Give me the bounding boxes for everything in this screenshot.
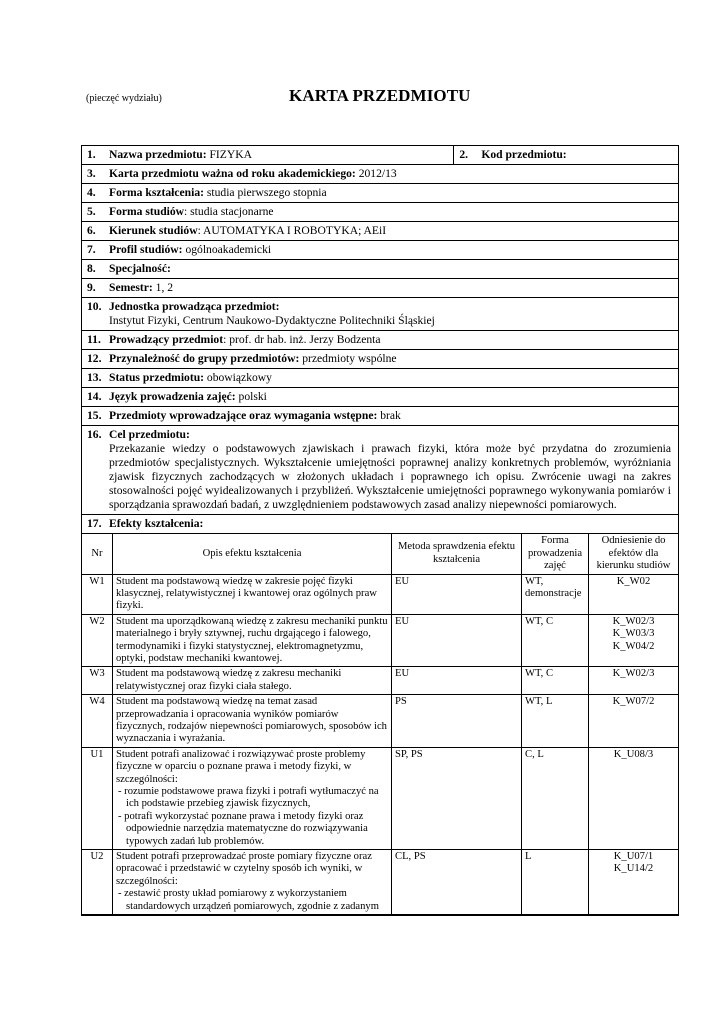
teaching-form: WT, L <box>522 695 589 748</box>
program-reference <box>589 747 679 849</box>
field-study-form: 5. Forma studiów: studia stacjonarne <box>82 203 679 222</box>
field-course-status: 13. Status przedmiotu: obowiązkowy <box>82 369 679 388</box>
outcome-number: W3 <box>82 667 113 695</box>
field-teaching-unit: 10. Jednostka prowadząca przedmiot: Instytut Fizyki, Centrum Naukowo-Dydaktyczne Politechniki Śląskiej <box>82 298 679 331</box>
outcome-description-line: Student ma podstawową wiedzę z zakresu mechaniki relatywistycznej oraz fizyki ciała stałego. <box>116 668 342 692</box>
outcome-number: W2 <box>82 614 113 667</box>
outcome-description-line: Student ma podstawową wiedzę w zakresie pojęć fizyki klasycznej, relatywistycznej i kwantowej oraz ogólnych praw fizyki. <box>116 575 377 612</box>
field-course-code: 2. Kod przedmiotu: <box>454 146 679 165</box>
program-reference <box>589 614 679 667</box>
field-lecturer: 11. Prowadzący przedmiot: prof. dr hab. inż. Jerzy Bodzenta <box>82 331 679 350</box>
header-program-reference: Odniesienie do efektów dla kierunku studiów <box>589 534 679 574</box>
teaching-form: C, L <box>522 747 589 849</box>
outcome-description <box>113 667 392 695</box>
header-nr: Nr <box>82 534 113 574</box>
table-row <box>82 747 678 849</box>
outcome-number: U2 <box>82 850 113 915</box>
program-reference-code: K_W02 <box>616 575 651 587</box>
field-prerequisites: 15. Przedmioty wprowadzające oraz wymagania wstępne: brak <box>82 407 679 426</box>
program-reference-code: K_W03/3 <box>612 628 655 640</box>
program-reference-code: K_U08/3 <box>613 748 654 760</box>
field-semester: 9. Semestr: 1, 2 <box>82 279 679 298</box>
outcome-description-line: - rozumie podstawowe prawa fizyki i potrafi wytłumaczyć na ich podstawie przebieg zjawisk fizycznych, <box>118 786 379 810</box>
outcome-description <box>113 850 392 915</box>
field-field-of-study: 6. Kierunek studiów: AUTOMATYKA I ROBOTYKA; AEiI <box>82 222 679 241</box>
outcome-description <box>113 747 392 849</box>
verification-method: EU <box>392 574 522 614</box>
field-valid-year: 3. Karta przedmiotu ważna od roku akademickiego: 2012/13 <box>82 165 679 184</box>
verification-method: SP, PS <box>392 747 522 849</box>
header-description: Opis efektu kształcenia <box>113 534 392 574</box>
field-specialty: 8. Specjalność: <box>82 260 679 279</box>
program-reference <box>589 850 679 915</box>
outcome-number: W4 <box>82 695 113 748</box>
program-reference <box>589 667 679 695</box>
program-reference-code: K_W02/3 <box>612 615 655 627</box>
program-reference-code: K_W02/3 <box>612 668 655 680</box>
table-row <box>82 695 678 748</box>
field-education-form: 4. Forma kształcenia: studia pierwszego stopnia <box>82 184 679 203</box>
program-reference-code: K_U07/1 <box>613 851 654 863</box>
course-card-table <box>81 145 679 916</box>
field-learning-outcomes: 17. Efekty kształcenia: <box>82 515 679 534</box>
outcome-description <box>113 695 392 748</box>
outcome-description-line: Student ma uporządkowaną wiedzę z zakresu mechaniki punktu materialnego i bryły sztywnej, ruchu drgającego i falowego, termodynamiki i fizyki statystycznej, elektromagnetyzmu, optyki, podstaw mechaniki kwantowej. <box>116 615 388 664</box>
outcome-description <box>113 574 392 614</box>
teaching-form: WT, demonstracje <box>522 574 589 614</box>
table-row <box>82 574 678 614</box>
outcome-description-line: Student potrafi analizować i rozwiązywać proste problemy fizyczne w oparciu o poznane prawa i metody fizyki, w szczególności: <box>116 748 366 785</box>
outcome-description-line: Student ma podstawową wiedzę na temat zasad przeprowadzania i opracowania wyników pomiarów fizycznych, rodzajów niepewności pomiarowych, sposobów ich wyznaczania i wyrażania. <box>116 696 387 745</box>
program-reference-code: K_U14/2 <box>613 863 654 875</box>
verification-method: EU <box>392 614 522 667</box>
field-course-group: 12. Przynależność do grupy przedmiotów: przedmioty wspólne <box>82 350 679 369</box>
field-language: 14. Język prowadzenia zajęć: polski <box>82 388 679 407</box>
program-reference-code: K_W04/2 <box>612 640 655 652</box>
field-course-name: 1. Nazwa przedmiotu: FIZYKA <box>82 146 454 165</box>
table-row <box>82 614 678 667</box>
field-study-profile: 7. Profil studiów: ogólnoakademicki <box>82 241 679 260</box>
table-row <box>82 850 678 915</box>
verification-method: EU <box>392 667 522 695</box>
teaching-form: WT, C <box>522 614 589 667</box>
verification-method: PS <box>392 695 522 748</box>
document-title: KARTA PRZEDMIOTU <box>289 86 471 105</box>
program-reference <box>589 695 679 748</box>
header-verification-method: Metoda sprawdzenia efektu kształcenia <box>392 534 522 574</box>
outcome-description <box>113 614 392 667</box>
outcome-number: U1 <box>82 747 113 849</box>
teaching-form: WT, C <box>522 667 589 695</box>
header-teaching-form: Forma prowadzenia zajęć <box>522 534 589 574</box>
field-course-objective: 16. Cel przedmiotu: Przekazanie wiedzy o podstawowych zjawiskach i prawach fizyki, która może być przydatna do zrozumienia przedmiotów specjalistycznych. Wykształcenie umiejętności poprawnej analizy konkretnych problemów, wyróżniania zjawisk fizycznych zachodzących w złożonych układach i poprawnego ich opisu. Zwrócenie uwagi na zakres stosowalności pojęć wyidealizowanych i przybliżeń. Wykształcenie umiejętności poprawnego wykonywania pomiarów i sporządzania sprawozdań badań, z uwzględnieniem podstawowych zasad analizy niepewności pomiarowych. <box>82 426 679 515</box>
outcome-description-line: Student potrafi przeprowadzać proste pomiary fizyczne oraz opracować i przedstawić w czytelny sposób ich wyniki, w szczególności: <box>116 851 372 887</box>
table-row <box>82 667 678 695</box>
outcome-number: W1 <box>82 574 113 614</box>
learning-outcomes-table <box>82 534 678 915</box>
outcome-description-line: - zestawić prosty układ pomiarowy z wykorzystaniem standardowych urządzeń pomiarowych, zgodnie z zadanym <box>118 888 379 912</box>
outcome-description-line: - potrafi wykorzystać poznane prawa i metody fizyki oraz odpowiednie narzędzia matematyczne do rozwiązywania typowych zadań lub problemów. <box>118 810 368 847</box>
verification-method: CL, PS <box>392 850 522 915</box>
program-reference <box>589 574 679 614</box>
faculty-stamp-placeholder: (pieczęć wydziału) <box>86 93 162 104</box>
learning-outcomes-cell <box>82 534 679 916</box>
program-reference-code: K_W07/2 <box>612 696 655 708</box>
teaching-form: L <box>522 850 589 915</box>
